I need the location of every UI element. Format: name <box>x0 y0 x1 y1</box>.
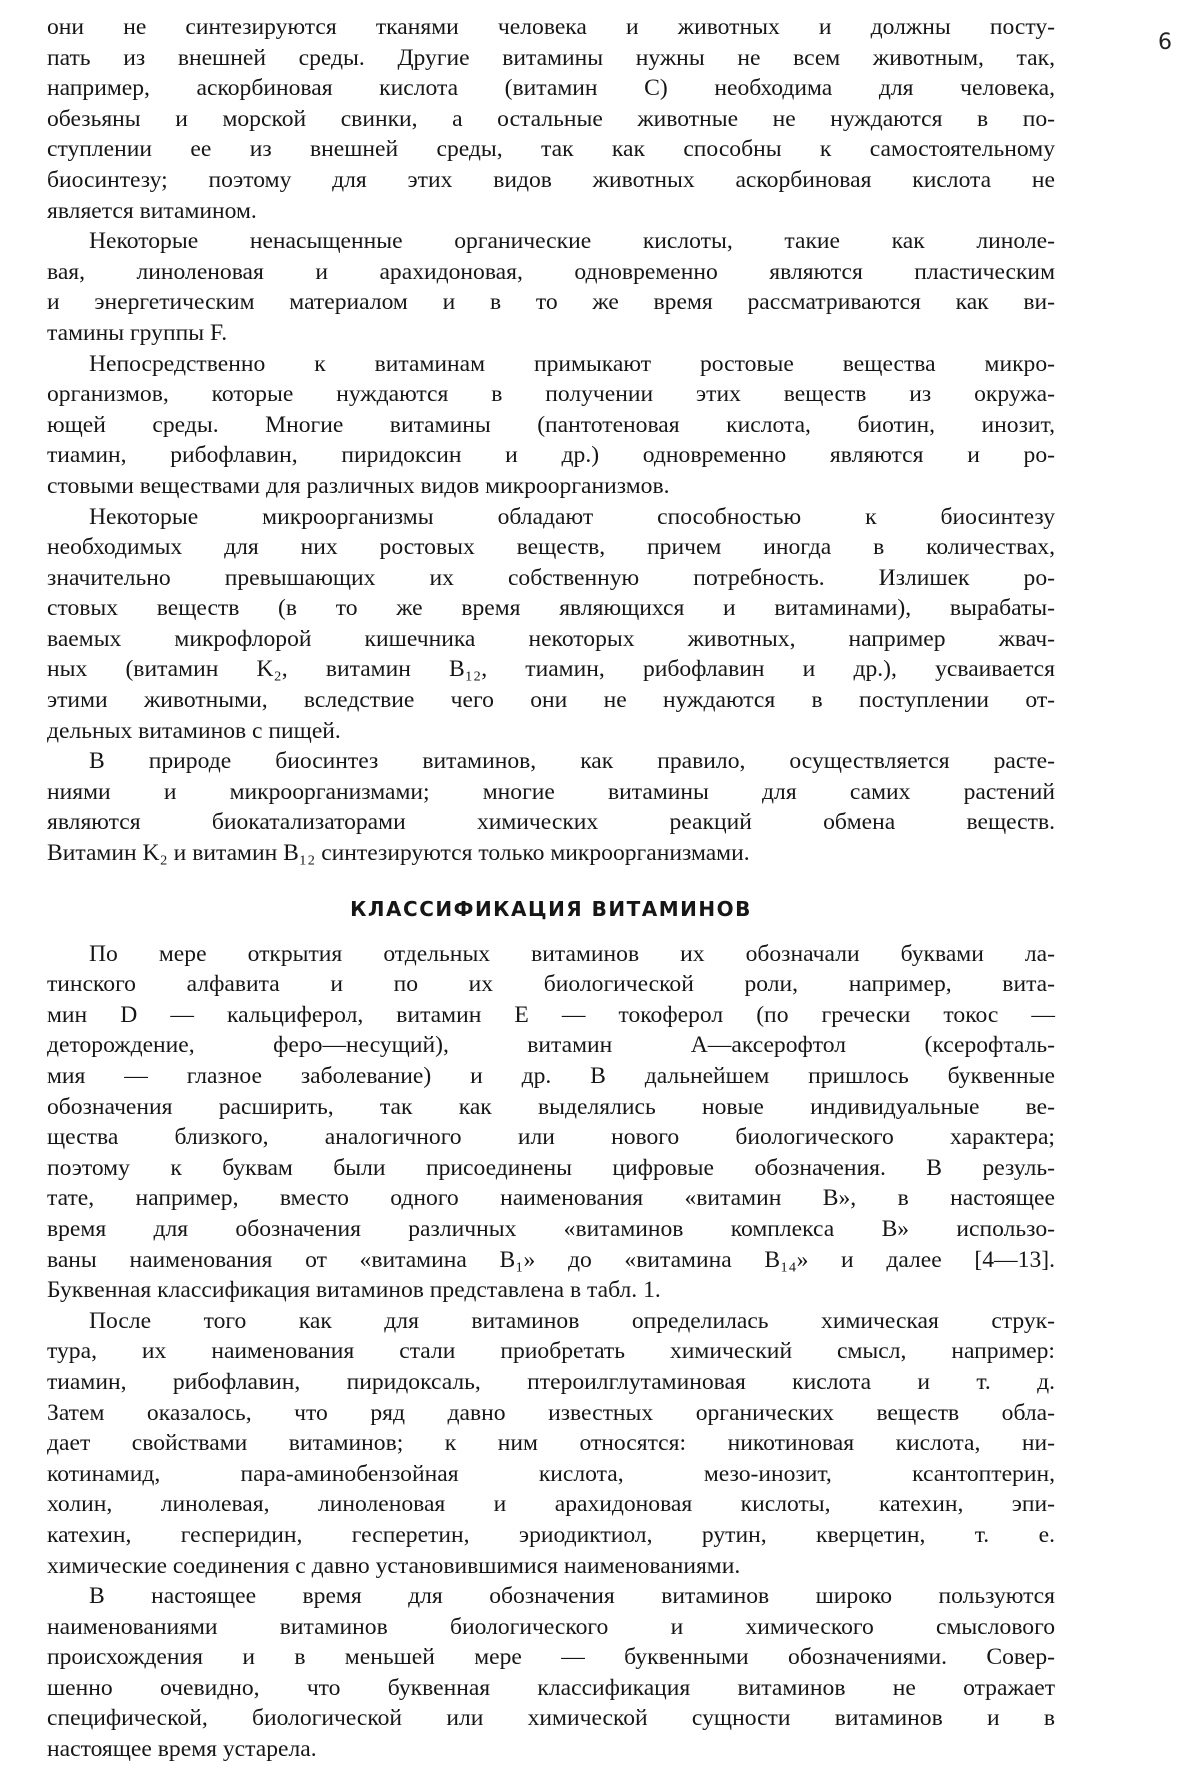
text-line: стовыми веществами для различных видов микроорганизмов. <box>47 472 670 499</box>
text-line: биосинтезу; поэтому для этих видов животных аскорбиновая кислота не <box>47 166 1055 193</box>
section-intro <box>47 12 1055 869</box>
text-line: обезьяны и морской свинки, а остальные животные не нуждаются в по- <box>47 105 1055 132</box>
paragraph <box>47 939 1055 1306</box>
text-line: ваемых микрофлорой кишечника некоторых животных, например жвач- <box>47 625 1055 652</box>
text-line: щества близкого, аналогичного или нового биологического характера; <box>47 1124 1055 1151</box>
text-line: время для обозначения различных «витаминов комплекса В» использо- <box>47 1215 1055 1242</box>
text-line: мия — глазное заболевание) и др. В дальнейшем пришлось буквенные <box>47 1063 1055 1089</box>
text-line: организмов, которые нуждаются в получении этих веществ из окружа- <box>47 381 1055 408</box>
paragraph <box>47 349 1055 502</box>
text-line: Некоторые микроорганизмы обладают способностью к биосинтезу <box>89 503 1055 530</box>
text-line: Буквенная классификация витаминов представлена в табл. 1. <box>47 1277 661 1304</box>
text-line: специфической, биологической или химической сущности витаминов и в <box>47 1705 1055 1732</box>
paragraph <box>47 226 1055 348</box>
text-line: обозначения расширить, так как выделялись новые индивидуальные ве- <box>47 1093 1055 1120</box>
text-line: В настоящее время для обозначения витаминов широко пользуются <box>89 1583 1055 1610</box>
paragraph <box>47 1581 1055 1765</box>
text-line: ющей среды. Многие витамины (пантотеновая кислота, биотин, инозит, <box>47 411 1055 438</box>
text-line: происхождения и в меньшей мере — буквенными обозначениями. Совер- <box>47 1644 1055 1671</box>
text-line: они не синтезируются тканями человека и животных и должны посту- <box>47 14 1055 40</box>
text-line: тамины группы F. <box>47 319 228 346</box>
section-heading: КЛАССИФИКАЦИЯ ВИТАМИНОВ <box>350 896 752 921</box>
page-body <box>47 12 1055 1763</box>
text-line: катехин, гесперидин, гесперетин, эриодиктиол, рутин, кверцетин, т. е. <box>47 1521 1055 1548</box>
text-line: мин D — кальциферол, витамин E — токоферол (по гречески токос — <box>47 1001 1055 1028</box>
text-line: ваны наименования от «витамина B₁» до «витамина B₁₄» и далее [4—13]. <box>47 1246 1055 1273</box>
text-line: Некоторые ненасыщенные органические кислоты, такие как линоле- <box>89 228 1055 255</box>
text-line: и энергетическим материалом и в то же время рассматриваются как ви- <box>47 289 1055 316</box>
text-line: холин, линолевая, линоленовая и арахидоновая кислоты, катехин, эпи- <box>47 1491 1055 1518</box>
text-line: По мере открытия отдельных витаминов их обозначали буквами ла- <box>89 940 1055 967</box>
text-line: например, аскорбиновая кислота (витамин С) необходима для человека, <box>47 75 1055 102</box>
text-line: тате, например, вместо одного наименования «витамин В», в настоящее <box>47 1185 1055 1212</box>
text-line: является витамином. <box>47 197 257 224</box>
text-line: ступлении ее из внешней среды, так как способны к самостоятельному <box>47 136 1055 163</box>
page-number: 6 <box>1158 30 1172 55</box>
text-line: настоящее время устарела. <box>47 1736 317 1763</box>
text-line: стовых веществ (в то же время являющихся и витаминами), вырабаты- <box>47 595 1055 622</box>
text-line: котинамид, пара-аминобензойная кислота, мезо-инозит, ксантоптерин, <box>47 1460 1055 1487</box>
text-line: тиамин, рибофлавин, пиридоксаль, птероилглутаминовая кислота и т. д. <box>47 1368 1055 1395</box>
text-line: пать из внешней среды. Другие витамины нужны не всем животным, так, <box>47 44 1055 71</box>
text-line: После того как для витаминов определилась химическая струк- <box>89 1307 1055 1334</box>
text-line: необходимых для них ростовых веществ, причем иногда в количествах, <box>47 534 1055 561</box>
text-line: Витамин K₂ и витамин B₁₂ синтезируются только микроорганизмами. <box>47 840 750 867</box>
text-line: значительно превышающих их собственную потребность. Излишек ро- <box>47 564 1055 591</box>
text-line: тинского алфавита и по их биологической роли, например, вита- <box>47 971 1055 998</box>
paragraph <box>47 502 1055 747</box>
text-line: поэтому к буквам были присоединены цифровые обозначения. В резуль- <box>47 1154 1055 1181</box>
text-line: В природе биосинтез витаминов, как правило, осуществляется расте- <box>89 748 1055 775</box>
text-line: ниями и микроорганизмами; многие витамины для самих растений <box>47 778 1055 805</box>
text-line: деторождение, феро—несущий), витамин А—аксерофтол (ксерофталь- <box>47 1032 1055 1059</box>
text-line: дельных витаминов с пищей. <box>47 717 341 744</box>
text-line: являются биокатализаторами химических реакций обмена веществ. <box>47 809 1055 836</box>
text-line: дает свойствами витаминов; к ним относятся: никотиновая кислота, ни- <box>47 1430 1055 1457</box>
text-line: этими животными, вследствие чего они не нуждаются в поступлении от- <box>47 687 1055 714</box>
text-line: тура, их наименования стали приобретать химический смысл, например: <box>47 1338 1055 1365</box>
text-line: Непосредственно к витаминам примыкают ростовые вещества микро- <box>89 350 1055 377</box>
paragraph <box>47 746 1055 868</box>
text-line: химические соединения с давно установившимися наименованиями. <box>47 1552 741 1579</box>
text-line: ных (витамин K₂, витамин B₁₂, тиамин, рибофлавин и др.), усваивается <box>47 656 1055 683</box>
text-line: вая, линоленовая и арахидоновая, одновременно являются пластическим <box>47 258 1055 285</box>
section-classification <box>47 939 1055 1765</box>
text-line: Затем оказалось, что ряд давно известных органических веществ обла- <box>47 1399 1055 1426</box>
paragraph <box>47 12 1055 226</box>
text-line: наименованиями витаминов биологического и химического смыслового <box>47 1613 1055 1640</box>
paragraph <box>47 1306 1055 1581</box>
text-line: тиамин, рибофлавин, пиридоксин и др.) одновременно являются и ро- <box>47 442 1055 469</box>
text-line: шенно очевидно, что буквенная классификация витаминов не отражает <box>47 1674 1055 1701</box>
